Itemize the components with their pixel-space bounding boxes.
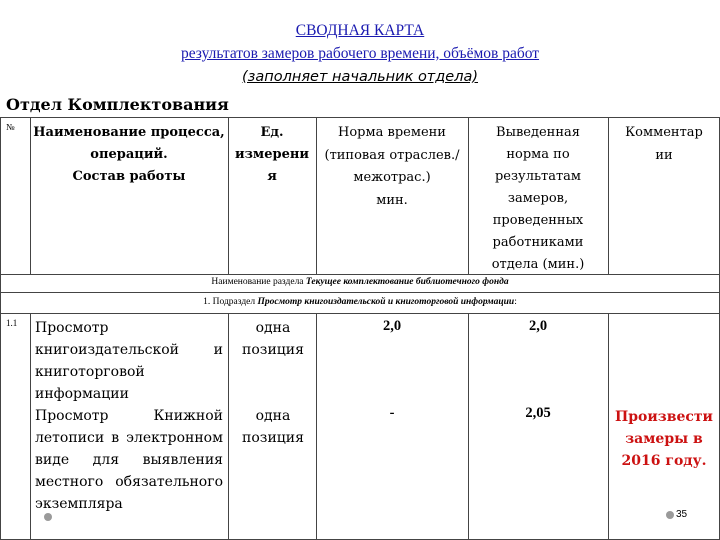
- header-comment: Комментар ии: [625, 125, 703, 163]
- row-derived: 2,05: [525, 405, 551, 421]
- page-number: 35: [676, 509, 688, 520]
- row-derived: 2,0: [528, 318, 548, 334]
- row-unit: одна позиция: [242, 408, 304, 446]
- row-name: Просмотр Книжной летописи в электронном виде для выявления местного обязательного экземпляра: [35, 408, 223, 512]
- row-unit: одна позиция: [242, 320, 304, 358]
- section-title: Наименование раздела Текущее комплектование библиотечного фонда: [211, 277, 509, 287]
- header-num: №: [6, 122, 15, 132]
- header-norm: Норма времени (типовая отраслев./ межотрас.) мин.: [324, 125, 460, 208]
- bullet-icon: [44, 513, 52, 521]
- header-name: Наименование процесса, операций. Состав работы: [33, 125, 225, 184]
- doc-title: СВОДНАЯ КАРТА: [295, 22, 425, 39]
- doc-note: (заполняет начальник отдела): [241, 69, 479, 85]
- header-unit: Ед. измерени я: [234, 125, 310, 184]
- row-comment: Произвести замеры в 2016 году.: [615, 409, 713, 469]
- header-derived: Выведенная норма по результатам замеров, проведенных работниками отдела (мин.): [491, 125, 585, 272]
- row-name: Просмотр книгоиздательской и книготорговой информации: [35, 320, 223, 402]
- subsection-title: 1. Подраздел Просмотр книгоиздательской и книготорговой информации:: [203, 297, 517, 307]
- bullet-icon: [666, 511, 674, 519]
- doc-subtitle: результатов замеров рабочего времени, объёмов работ: [180, 45, 540, 62]
- row-number: 1.1: [6, 318, 18, 328]
- department-name: Отдел Комплектования: [6, 95, 229, 114]
- row-norm: 2,0: [382, 318, 402, 334]
- row-norm: -: [389, 405, 395, 421]
